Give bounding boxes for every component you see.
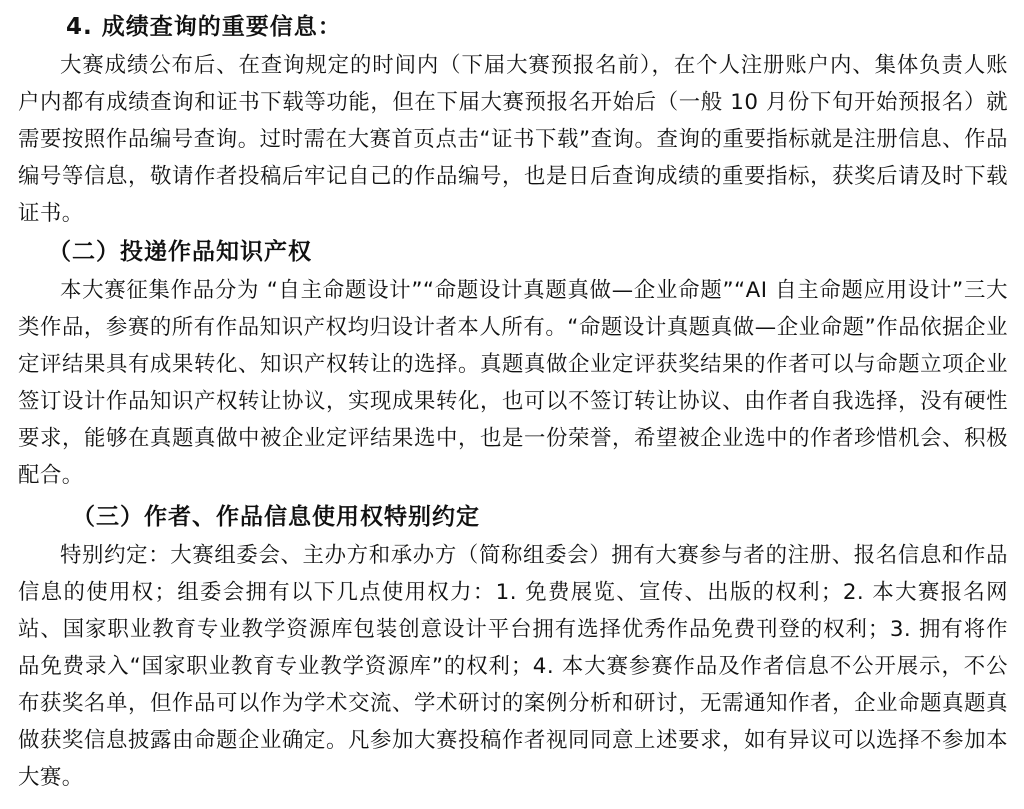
- section-3-paragraph: 特别约定：大赛组委会、主办方和承办方（简称组委会）拥有大赛参与者的注册、报名信息和作品信息的使用权；组委会拥有以下几点使用权力：1. 免费展览、宣传、出版的权利；2. 本大赛报名网站、国家职业教育专业教学资源库包装创意设计平台拥有选择优秀作品免费刊登的权利；3. 拥有将作品免费录入“国家职业教育专业教学资源库”的权利；4. 本大赛参赛作品及作者信息不公开展示，不公布获奖名单，但作品可以作为学术交流、学术研讨的案例分析和研讨，无需通知作者，企业命题真题真做获奖信息披露由命题企业确定。凡参加大赛投稿作者视同同意上述要求，如有异议可以选择不参加本大赛。: [18, 543, 1008, 790]
- document-page: [18, 8, 1008, 796]
- section-4-paragraph: 大赛成绩公布后、在查询规定的时间内（下届大赛预报名前），在个人注册账户内、集体负责人账户内都有成绩查询和证书下载等功能，但在下届大赛预报名开始后（一般 10 月份下旬开始预报名）就需要按照作品编号查询。过时需在大赛首页点击“证书下载”查询。查询的重要指标就是注册信息、作品编号等信息，敬请作者投稿后牢记自己的作品编号，也是日后查询成绩的重要指标，获奖后请及时下载证书。: [18, 53, 1008, 226]
- section-2-heading: （二）投递作品知识产权: [48, 239, 312, 265]
- section-3-heading: （三）作者、作品信息使用权特别约定: [72, 504, 480, 530]
- section-4-heading: 4. 成绩查询的重要信息：: [66, 14, 342, 40]
- section-2-paragraph: 本大赛征集作品分为 “自主命题设计”“命题设计真题真做—企业命题”“AI 自主命题应用设计”三大类作品，参赛的所有作品知识产权均归设计者本人所有。“命题设计真题真做—企业命题”作品依据企业定评结果具有成果转化、知识产权转让的选择。真题真做企业定评获奖结果的作者可以与命题立项企业签订设计作品知识产权转让协议，实现成果转化，也可以不签订转让协议、由作者自我选择，没有硬性要求，能够在真题真做中被企业定评结果选中，也是一份荣誉，希望被企业选中的作者珍惜机会、积极配合。: [18, 278, 1008, 488]
